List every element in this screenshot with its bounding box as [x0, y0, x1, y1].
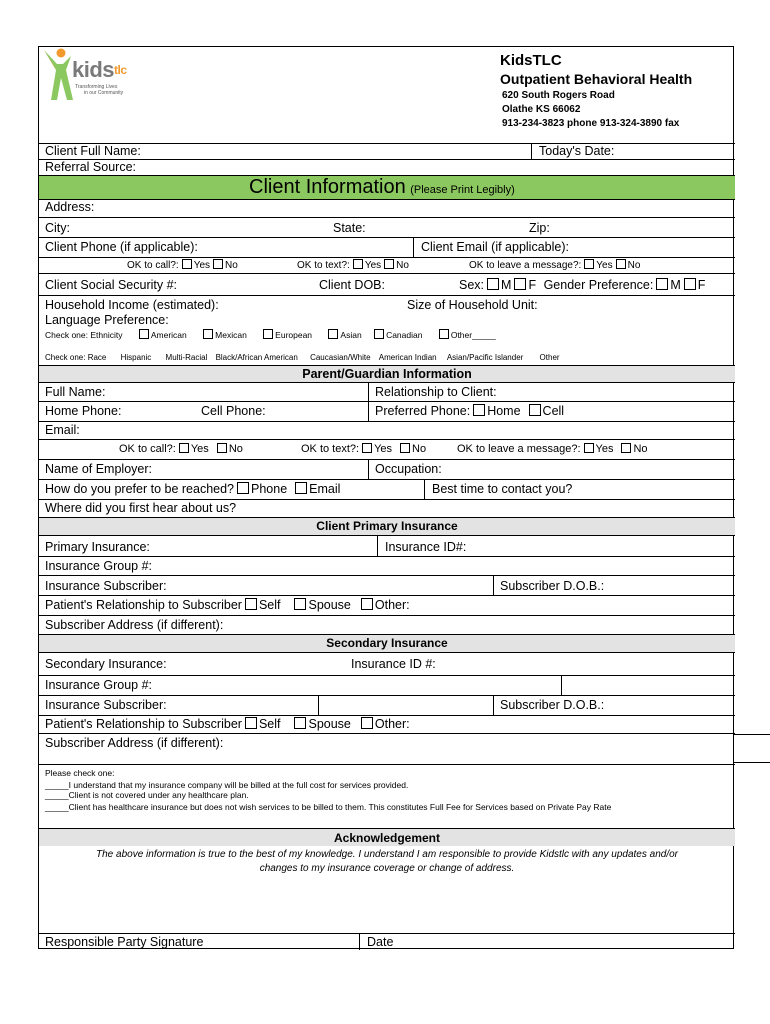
secondary-ins-header: Secondary Insurance	[326, 636, 448, 650]
no-label: No	[412, 443, 427, 455]
no-label: No	[396, 260, 409, 271]
ack-text-line-1: The above information is true to the best of my knowledge. I understand I am responsible to provide Kidstlc with any updates and/or	[96, 849, 678, 860]
signature-date-label[interactable]: Date	[367, 935, 394, 949]
preferred-home-label: Home	[487, 404, 521, 418]
secondary-subscriber-dob-label[interactable]: Subscriber D.O.B.:	[500, 698, 605, 712]
primary-subscriber-dob-label[interactable]: Subscriber D.O.B.:	[500, 579, 605, 593]
todays-date-label[interactable]: Today's Date:	[539, 144, 615, 158]
guardian-relationship-label[interactable]: Relationship to Client:	[375, 385, 497, 399]
household-income-label[interactable]: Household Income (estimated):	[45, 298, 219, 312]
guardian-home-phone-label[interactable]: Home Phone:	[45, 404, 122, 418]
ack-text-line-2: changes to my insurance coverage or change of address.	[259, 863, 515, 874]
client-ok-call-no-checkbox[interactable]	[213, 259, 223, 269]
org-department: Outpatient Behavioral Health	[500, 71, 693, 87]
race-option[interactable]: Hispanic	[120, 353, 152, 362]
household-size-label[interactable]: Size of Household Unit:	[407, 298, 538, 312]
org-street: 620 South Rogers Road	[502, 90, 615, 101]
guardian-ok-message-yes-checkbox[interactable]	[584, 443, 594, 453]
client-ok-call-label: OK to call?:	[127, 260, 179, 271]
check-option-not-covered[interactable]: _____Client is not covered under any healthcare plan.	[45, 790, 249, 800]
spouse-label: Spouse	[308, 717, 351, 731]
sex-f-label: F	[528, 278, 537, 292]
reach-email-checkbox[interactable]	[295, 482, 307, 494]
ssn-label[interactable]: Client Social Security #:	[45, 278, 178, 292]
preferred-home-checkbox[interactable]	[473, 404, 485, 416]
preferred-cell-label: Cell	[542, 404, 565, 418]
guardian-ok-text-label: OK to text?:	[301, 443, 360, 455]
gender-pref-label: Gender Preference:	[543, 278, 654, 292]
ethnicity-option: European	[275, 330, 313, 340]
race-option[interactable]: Other	[539, 353, 560, 362]
primary-insurance-label[interactable]: Primary Insurance:	[45, 540, 150, 554]
client-ok-message-no-checkbox[interactable]	[616, 259, 626, 269]
primary-group-label[interactable]: Insurance Group #:	[45, 559, 153, 573]
yes-label: Yes	[193, 260, 211, 271]
reach-phone-label: Phone	[251, 482, 288, 496]
address-label[interactable]: Address:	[45, 200, 95, 214]
no-label: No	[627, 260, 641, 271]
primary-other-checkbox[interactable]	[361, 598, 373, 610]
brand-accent: tlc	[114, 63, 127, 77]
org-city: Olathe KS 66062	[502, 104, 581, 115]
primary-relationship-label: Patient's Relationship to Subscriber	[45, 598, 242, 612]
spouse-label: Spouse	[308, 598, 351, 612]
guardian-ok-message-no-checkbox[interactable]	[621, 443, 631, 453]
brand-main: kids	[72, 57, 115, 82]
no-label: No	[228, 443, 243, 455]
self-label: Self	[258, 598, 281, 612]
secondary-insurance-label[interactable]: Secondary Insurance:	[45, 657, 167, 671]
guardian-ok-call-label: OK to call?:	[119, 443, 176, 455]
client-email-label[interactable]: Client Email (if applicable):	[421, 240, 569, 254]
yes-label: Yes	[596, 260, 613, 271]
ethnicity-option: Mexican	[215, 330, 247, 340]
client-info-title: Client Information	[249, 176, 406, 198]
logo-tagline-2: in our Community	[84, 90, 124, 96]
client-ok-message-label: OK to leave a message?:	[469, 260, 582, 271]
primary-ins-header: Client Primary Insurance	[316, 519, 458, 533]
referral-source-label[interactable]: Referral Source:	[45, 160, 137, 174]
race-label: Check one: Race	[45, 353, 107, 362]
org-phone-fax: 913-234-3823 phone 913-324-3890 fax	[502, 118, 680, 129]
client-info-title-note: (Please Print Legibly)	[410, 184, 515, 196]
no-label: No	[633, 443, 648, 455]
secondary-subscriber-label[interactable]: Insurance Subscriber:	[45, 698, 167, 712]
signature-label[interactable]: Responsible Party Signature	[45, 935, 204, 949]
client-ok-call-yes-checkbox[interactable]	[182, 259, 192, 269]
race-option[interactable]: Asian/Pacific Islander	[446, 353, 524, 362]
secondary-relationship-label: Patient's Relationship to Subscriber	[45, 717, 242, 731]
other-label: Other:	[374, 717, 410, 731]
other-label: Other:	[374, 598, 410, 612]
secondary-other-checkbox[interactable]	[361, 717, 373, 729]
check-one-heading: Please check one:	[45, 768, 115, 778]
check-option-full-cost[interactable]: _____I understand that my insurance company will be billed at the full cost for services provided.	[45, 780, 409, 790]
dob-label[interactable]: Client DOB:	[319, 278, 385, 292]
edge-line	[734, 762, 770, 763]
ack-header: Acknowledgement	[333, 831, 441, 845]
self-label: Self	[258, 717, 281, 731]
yes-label: Yes	[374, 443, 393, 455]
reach-label: How do you prefer to be reached?	[45, 482, 235, 496]
edge-line	[734, 734, 770, 735]
client-full-name-label[interactable]: Client Full Name:	[45, 144, 141, 158]
reach-phone-checkbox[interactable]	[237, 482, 249, 494]
primary-subscriber-label[interactable]: Insurance Subscriber:	[45, 579, 167, 593]
ethnicity-canadian-checkbox[interactable]	[374, 329, 384, 339]
secondary-self-checkbox[interactable]	[245, 717, 257, 729]
sex-f-checkbox[interactable]	[514, 278, 526, 290]
guardian-full-name-label[interactable]: Full Name:	[45, 385, 106, 399]
guardian-ok-call-yes-checkbox[interactable]	[179, 443, 189, 453]
ethnicity-option: Asian	[340, 330, 362, 340]
city-label[interactable]: City:	[45, 221, 70, 235]
guardian-ok-message-label: OK to leave a message?:	[457, 443, 581, 455]
org-name: KidsTLC	[500, 52, 562, 69]
guardian-ok-text-no-checkbox[interactable]	[400, 443, 410, 453]
primary-self-checkbox[interactable]	[245, 598, 257, 610]
ethnicity-american-checkbox[interactable]	[139, 329, 149, 339]
client-ok-text-no-checkbox[interactable]	[384, 259, 394, 269]
yes-label: Yes	[595, 443, 614, 455]
language-label[interactable]: Language Preference:	[45, 313, 169, 327]
guardian-email-label[interactable]: Email:	[45, 423, 80, 437]
ethnicity-other-checkbox[interactable]	[439, 329, 449, 339]
race-option[interactable]: American Indian	[378, 353, 437, 362]
sex-label: Sex:	[459, 278, 485, 292]
sex-m-checkbox[interactable]	[487, 278, 499, 290]
preferred-cell-checkbox[interactable]	[529, 404, 541, 416]
guardian-ok-text-yes-checkbox[interactable]	[362, 443, 372, 453]
ethnicity-option: Other_____	[450, 330, 496, 340]
race-row	[45, 353, 560, 363]
preferred-phone-label: Preferred Phone:	[375, 404, 471, 418]
gender-pref-f-checkbox[interactable]	[684, 278, 696, 290]
ethnicity-label: Check one: Ethnicity	[45, 330, 123, 340]
guardian-header: Parent/Guardian Information	[302, 367, 472, 381]
client-ok-text-yes-checkbox[interactable]	[353, 259, 363, 269]
secondary-insurance-id-label[interactable]: Insurance ID #:	[351, 657, 436, 671]
employer-label[interactable]: Name of Employer:	[45, 462, 152, 476]
primary-spouse-checkbox[interactable]	[294, 598, 306, 610]
guardian-cell-phone-label[interactable]: Cell Phone:	[201, 404, 266, 418]
intake-form	[38, 46, 734, 949]
primary-address-label[interactable]: Subscriber Address (if different):	[45, 618, 224, 632]
primary-insurance-id-label[interactable]: Insurance ID#:	[385, 540, 467, 554]
ethnicity-asian-checkbox[interactable]	[328, 329, 338, 339]
heard-about-label[interactable]: Where did you first hear about us?	[45, 501, 237, 515]
race-option[interactable]: Multi-Racial	[165, 353, 208, 362]
race-option[interactable]: Black/African American	[215, 353, 298, 362]
ethnicity-option: Canadian	[386, 330, 423, 340]
no-label: No	[225, 260, 238, 271]
state-label[interactable]: State:	[333, 221, 366, 235]
ethnicity-row	[45, 329, 496, 340]
guardian-ok-call-no-checkbox[interactable]	[217, 443, 227, 453]
occupation-label[interactable]: Occupation:	[375, 462, 442, 476]
sex-m-label: M	[501, 278, 512, 292]
ethnicity-european-checkbox[interactable]	[263, 329, 273, 339]
reach-email-label: Email	[309, 482, 341, 496]
secondary-spouse-checkbox[interactable]	[294, 717, 306, 729]
gender-pref-f-label: F	[697, 278, 706, 292]
yes-label: Yes	[364, 260, 382, 271]
check-option-private-pay[interactable]: _____Client has healthcare insurance but does not wish services to be billed to them. This constitutes Full Fee for Services based on Private Pay Rate	[45, 802, 612, 812]
logo-tagline-1: Transforming Lives	[75, 84, 118, 90]
best-time-label[interactable]: Best time to contact you?	[432, 482, 573, 496]
race-option[interactable]: Caucasian/White	[310, 353, 371, 362]
client-phone-label[interactable]: Client Phone (if applicable):	[45, 240, 198, 254]
secondary-group-label[interactable]: Insurance Group #:	[45, 678, 153, 692]
ethnicity-option: American	[150, 330, 187, 340]
gender-pref-m-label: M	[670, 278, 681, 292]
secondary-address-label[interactable]: Subscriber Address (if different):	[45, 736, 224, 750]
client-ok-text-label: OK to text?:	[297, 260, 350, 271]
zip-label[interactable]: Zip:	[529, 221, 550, 235]
client-ok-message-yes-checkbox[interactable]	[584, 259, 594, 269]
gender-pref-m-checkbox[interactable]	[656, 278, 668, 290]
client-info-header	[249, 176, 515, 199]
ethnicity-mexican-checkbox[interactable]	[203, 329, 213, 339]
yes-label: Yes	[190, 443, 209, 455]
